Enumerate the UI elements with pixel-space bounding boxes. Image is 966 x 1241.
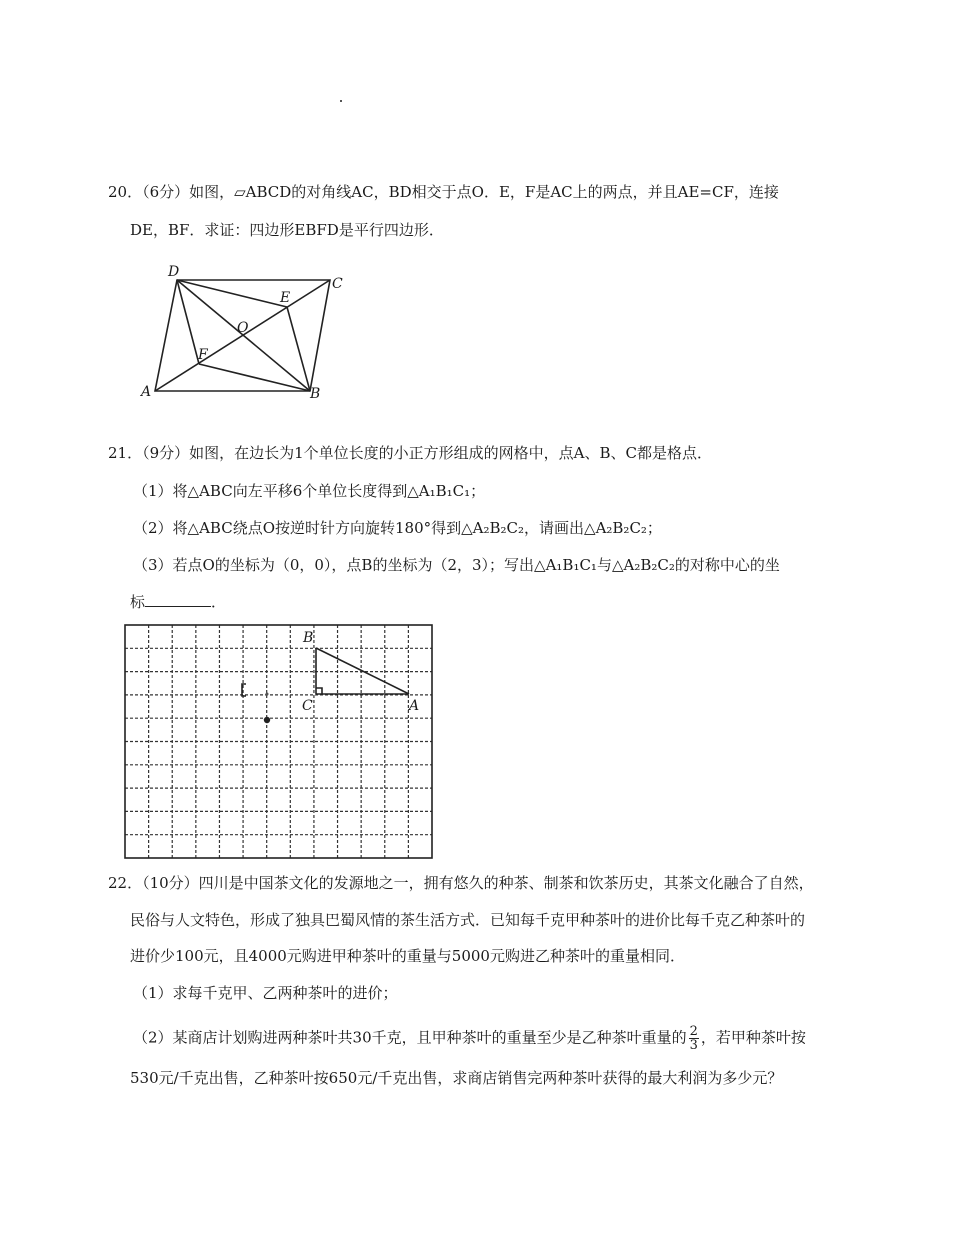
- q22-part1: （1）求每千克甲、乙两种茶叶的进价；: [133, 984, 398, 1002]
- faint-mark: [266, 693, 269, 696]
- label-c: C: [332, 276, 343, 292]
- point-o: [264, 717, 270, 723]
- label-b: B: [310, 386, 321, 402]
- q22-part2-a: （2）某商店计划购进两种茶叶共30千克，且甲种茶叶的重量至少是乙种茶叶重量的: [133, 1028, 687, 1047]
- q20-line1: 20．（6分）如图，▱ABCD的对角线AC，BD相交于点O．E，F是AC上的两点，并且AE=CF，连接: [108, 183, 779, 201]
- q22-line2: 民俗与人文特色，形成了独具巴蜀风情的茶生活方式．已知每千克甲种茶叶的进价比每千克乙种茶叶的: [130, 911, 806, 929]
- right-angle-mark: [316, 688, 322, 694]
- label-e: E: [280, 290, 291, 306]
- q22-part2-b: ，若甲种茶叶按: [700, 1028, 806, 1047]
- q21-part3b: [130, 592, 226, 612]
- fraction-numerator: 2: [689, 1024, 698, 1039]
- q21-part3: （3）若点O的坐标为（0，0），点B的坐标为（2，3）；写出△A₁B₁C₁与△A₂B₂C₂的对称中心的坐: [133, 556, 780, 574]
- fraction-two-thirds: [689, 1025, 699, 1052]
- grid-figure: [124, 624, 434, 860]
- grid-label-c: C: [302, 698, 313, 714]
- grid-label-b: B: [303, 630, 314, 646]
- faint-bracket-mark: [242, 684, 246, 696]
- grid-label-a: A: [409, 698, 420, 714]
- label-a: A: [141, 384, 152, 400]
- q21-line1: 21．（9分）如图，在边长为1个单位长度的小正方形组成的网格中，点A、B、C都是格点．: [108, 444, 713, 462]
- parallelogram-figure: [135, 260, 350, 405]
- q21-part3b-text: 标: [130, 593, 146, 611]
- label-o: O: [237, 320, 249, 336]
- q21-part3b-end: ．: [211, 593, 227, 611]
- segment-df: [177, 280, 199, 364]
- q21-part1: （1）将△ABC向左平移6个单位长度得到△A₁B₁C₁；: [133, 482, 486, 500]
- scan-dot: [340, 100, 342, 102]
- answer-blank[interactable]: [145, 592, 211, 607]
- q20-line2: DE，BF．求证：四边形EBFD是平行四边形．: [130, 221, 444, 239]
- q22-line1: 22．（10分）四川是中国茶文化的发源地之一，拥有悠久的种茶、制茶和饮茶历史，其茶文化融合了自然，: [108, 874, 814, 892]
- q22-part2: [133, 1025, 806, 1052]
- label-f: F: [198, 347, 208, 363]
- fraction-denominator: 3: [689, 1038, 698, 1053]
- q22-line3: 进价少100元，且4000元购进甲种茶叶的重量与5000元购进乙种茶叶的重量相同．: [130, 947, 685, 965]
- segment-eb: [287, 307, 310, 391]
- q21-part2: （2）将△ABC绕点O按逆时针方向旋转180°得到△A₂B₂C₂，请画出△A₂B₂C₂；: [133, 519, 662, 537]
- label-d: D: [168, 264, 180, 280]
- q22-part2-c: 530元/千克出售，乙种茶叶按650元/千克出售，求商店销售完两种茶叶获得的最大利润为多少元？: [130, 1069, 783, 1087]
